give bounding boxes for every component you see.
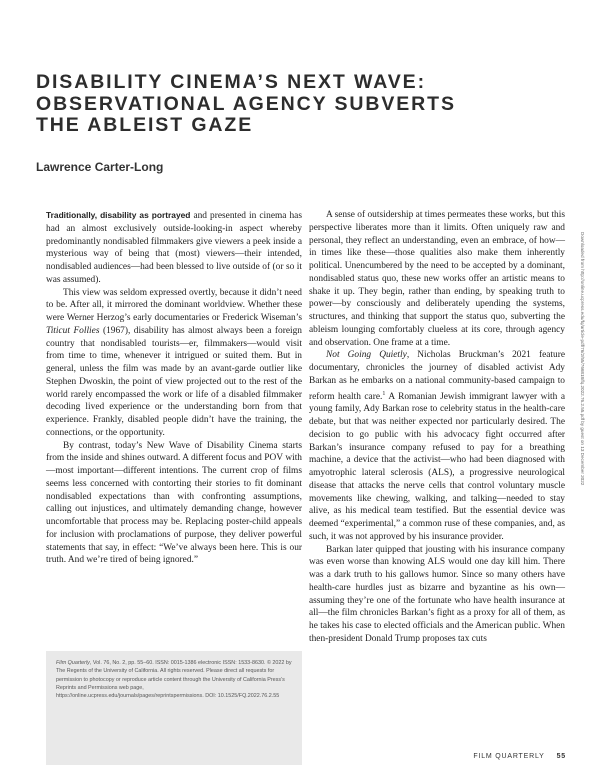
title-line: OBSERVATIONAL AGENCY SUBVERTS: [36, 92, 456, 115]
lead-in: Traditionally, disability as portrayed: [46, 210, 191, 220]
film-title: Titicut Follies: [46, 325, 100, 336]
paragraph: [309, 349, 565, 543]
journal-name: Film Quarterly: [56, 660, 90, 666]
paragraph: Barkan later quipped that jousting with his insurance company was even worse than knowing ALS would one day kill him. There was a dark truth to his gallows humor. Since so many others have health-care hurdles just as bizarre and byzantine as his own—assuming they’re one of the fortunate who have health insurance at all—the film chronicles Barkan’s fight as a proxy for all of them, as he takes his case to elected officials and the American public. When then-president Donald Trump proposes tax cuts: [309, 544, 565, 644]
citation-text: , Vol. 76, No. 2, pp. 55–60. ISSN: 0015-1386 electronic ISSN: 1533-8630. © 2022 by The Regents of the University of California. All rights reserved. Please direct all requests for permission to photocopy or reproduce article content through the University of California Press’s Reprints and Permissions web page, https://online.ucpress.edu/journals/pages/reprintspermissions. DOI: 10.1525/FQ.2022.76.2.55: [56, 660, 292, 700]
paragraph-text: (1967), disability has almost always been a foreign country that nondisabled tourists—er, filmmakers—would visit from time to time, whenever it intrigued or suited them. But in general, unless the film was made by an avant-garde outlier like Stephen Dwoskin, the point of view projected out to the rest of the world rarely encompassed the work or life of a disabled filmmaker decoding lived experience or the understanding born from that experience. Frankly, disabled people didn’t have the training, the connections, or the opportunity.: [46, 325, 302, 438]
paragraph-text: A Romanian Jewish immigrant lawyer with a young family, Ady Barkan rose to celebrity status in the health-care debate, but that was neither expected nor particularly desired. The decision to go public with his advocacy fight occurred after Barkan’s insurance company refused to pay for a breathing machine, a device that the activist—who had been diagnosed with amyotrophic lateral sclerosis (ALS), a progressive neurological disease that attacks the nerve cells that control voluntary muscle movements like chewing, walking, and talking—needed to stay alive, as his medical team testified. But the essential device was deemed “experimental,” a common ruse of these companies, and, as such, it was not approved by his insurance provider.: [309, 391, 565, 542]
paragraph: A sense of outsidership at times permeates these works, but this perspective liberates more than it limits. Often uniquely raw and personal, they reflect an understanding, even an embrace, of how—in times like these—those qualities also make them inherently political. Unencumbered by the need to be accepted by a dominant, nondisabled status quo, these new works offer an artistic means to shake it up. They begin, rather than ending, by speaking truth to power—by consciously and deliberately upending the systems, structures, and thinking that support the status quo, subverting the ableism lounging comfortably clueless at its core, through agency and observation. One frame at a time.: [309, 210, 565, 348]
title-line: THE ABLEIST GAZE: [36, 114, 254, 136]
download-sidebar: [580, 232, 586, 652]
paragraph-text: , Nicholas Bruckman’s 2021 feature documentary, chronicles the journey of disabled activist Ady Barkan as he embarks on a national community-based campaign to reform health care.: [309, 350, 566, 402]
footnote-marker: 1: [382, 390, 386, 397]
author-name: Lawrence Carter-Long: [36, 160, 164, 174]
title-line: DISABILITY CINEMA’S NEXT WAVE:: [36, 71, 426, 93]
download-notice: Downloaded from http://online.ucpress.edu/fq/article-pdf/76/2/55/766818/fq.2022.76.2.55.pdf by guest on 13 December 2022: [580, 232, 585, 486]
paragraph-text: and presented in cinema has had an almost exclusively outside-looking-in aspect whereby predominantly nondisabled filmmakers give viewers a peek inside a mysterious way of being that (most) viewers—their intended, nondisabled audiences—had been blessed to live outside of (or so it was assumed).: [46, 211, 302, 285]
film-title: Not Going Quietly: [326, 350, 407, 361]
paragraph: [46, 209, 302, 287]
running-footer: FILM QUARTERLY: [473, 753, 545, 760]
paragraph-text: This view was seldom expressed overtly, because it didn’t need to be. After all, it mirrored the dominant worldview. Whether these were Werner Herzog’s early documentaries or Frederick Wiseman’s: [46, 287, 302, 323]
paragraph: By contrast, today’s New Wave of Disability Cinema starts from the inside and shines outward. A different focus and POV with—most important—different intentions. The current crop of films seems less concerned with contorting their stories to fit dominant nondisabled expectations than with confronting assumptions, calling out injustices, and ultimately demanding change, however uncomfortable that process may be. Replacing poster-child appeals for inclusion with proclamations of purpose, they deliver powerful statements that say, in effect: “We’ve always been here. This is our truth. And we’re tired of being ignored.”: [46, 440, 302, 566]
left-column: [46, 209, 302, 567]
right-column: [309, 209, 565, 646]
page-footer: [473, 753, 566, 760]
publication-note: [46, 651, 302, 765]
article-title: [36, 72, 556, 137]
paragraph: [46, 287, 302, 440]
page-number: 55: [556, 753, 566, 760]
